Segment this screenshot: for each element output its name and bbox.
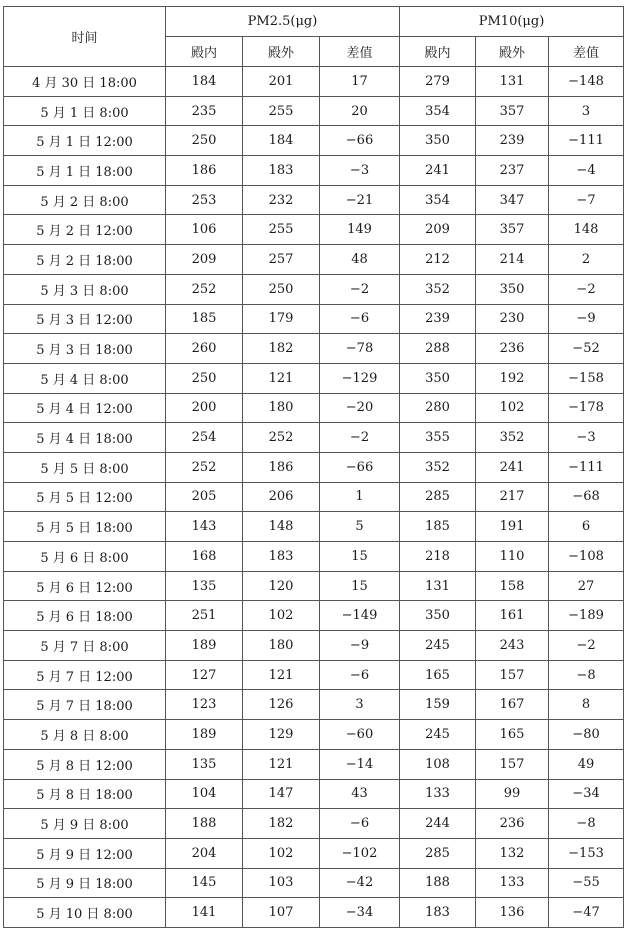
cell-pm10-inside: 352: [400, 274, 476, 304]
table-row: [4, 215, 624, 245]
table-row: [4, 126, 624, 156]
cell-pm10-outside: 241: [476, 452, 549, 482]
cell-pm25-outside: 180: [243, 393, 320, 423]
cell-pm25-inside: 104: [166, 779, 243, 809]
cell-pm25-diff: 43: [320, 779, 400, 809]
cell-pm25-inside: 253: [166, 185, 243, 215]
cell-pm25-inside: 252: [166, 274, 243, 304]
header-pm10-outside: 殿外: [476, 37, 549, 67]
cell-time: 5 月 3 日 12:00: [4, 304, 166, 334]
cell-pm25-diff: 3: [320, 690, 400, 720]
cell-pm10-inside: 239: [400, 304, 476, 334]
table-row: [4, 67, 624, 97]
cell-pm25-inside: 186: [166, 156, 243, 186]
cell-pm10-diff: −8: [549, 809, 624, 839]
cell-pm10-outside: 131: [476, 67, 549, 97]
cell-pm25-inside: 250: [166, 126, 243, 156]
cell-pm10-diff: 27: [549, 571, 624, 601]
cell-pm10-inside: 244: [400, 809, 476, 839]
cell-pm25-outside: 255: [243, 96, 320, 126]
cell-time: 5 月 4 日 12:00: [4, 393, 166, 423]
cell-pm25-diff: −102: [320, 838, 400, 868]
table-row: [4, 690, 624, 720]
cell-time: 5 月 9 日 12:00: [4, 838, 166, 868]
cell-pm25-inside: 260: [166, 334, 243, 364]
cell-pm10-diff: −68: [549, 482, 624, 512]
table-row: [4, 156, 624, 186]
cell-pm10-outside: 357: [476, 96, 549, 126]
cell-pm25-outside: 182: [243, 334, 320, 364]
cell-pm25-diff: −66: [320, 452, 400, 482]
cell-pm25-outside: 121: [243, 749, 320, 779]
cell-pm10-diff: −2: [549, 631, 624, 661]
table-row: [4, 631, 624, 661]
table-row: [4, 809, 624, 839]
cell-pm25-inside: 123: [166, 690, 243, 720]
cell-pm25-diff: −78: [320, 334, 400, 364]
cell-time: 5 月 4 日 8:00: [4, 363, 166, 393]
cell-time: 5 月 7 日 18:00: [4, 690, 166, 720]
cell-pm10-outside: 237: [476, 156, 549, 186]
cell-pm25-outside: 201: [243, 67, 320, 97]
cell-pm10-diff: 49: [549, 749, 624, 779]
cell-pm25-inside: 189: [166, 720, 243, 750]
cell-pm25-diff: 48: [320, 245, 400, 275]
cell-pm10-outside: 192: [476, 363, 549, 393]
cell-pm10-outside: 236: [476, 334, 549, 364]
cell-pm25-inside: 205: [166, 482, 243, 512]
cell-pm25-diff: −60: [320, 720, 400, 750]
cell-pm25-inside: 106: [166, 215, 243, 245]
cell-time: 5 月 9 日 8:00: [4, 809, 166, 839]
header-pm25-diff: 差值: [320, 37, 400, 67]
cell-pm25-inside: 145: [166, 868, 243, 898]
cell-pm25-outside: 250: [243, 274, 320, 304]
cell-pm10-inside: 241: [400, 156, 476, 186]
cell-pm25-inside: 200: [166, 393, 243, 423]
cell-pm25-outside: 182: [243, 809, 320, 839]
cell-pm10-diff: −158: [549, 363, 624, 393]
table-row: [4, 482, 624, 512]
cell-pm10-diff: −7: [549, 185, 624, 215]
cell-pm10-outside: 167: [476, 690, 549, 720]
cell-pm25-inside: 235: [166, 96, 243, 126]
cell-pm10-inside: 159: [400, 690, 476, 720]
cell-pm10-diff: −153: [549, 838, 624, 868]
cell-pm10-inside: 285: [400, 482, 476, 512]
table-row: [4, 868, 624, 898]
cell-pm10-diff: −108: [549, 542, 624, 572]
cell-pm25-diff: −3: [320, 156, 400, 186]
table-row: [4, 571, 624, 601]
cell-pm25-diff: −34: [320, 898, 400, 928]
cell-pm25-outside: 129: [243, 720, 320, 750]
cell-pm25-inside: 168: [166, 542, 243, 572]
cell-pm10-inside: 350: [400, 601, 476, 631]
cell-pm25-outside: 121: [243, 363, 320, 393]
cell-pm10-inside: 280: [400, 393, 476, 423]
cell-pm25-outside: 102: [243, 601, 320, 631]
cell-time: 5 月 2 日 12:00: [4, 215, 166, 245]
cell-pm10-inside: 288: [400, 334, 476, 364]
cell-pm25-outside: 255: [243, 215, 320, 245]
cell-pm25-diff: 5: [320, 512, 400, 542]
cell-pm25-inside: 209: [166, 245, 243, 275]
cell-pm10-outside: 239: [476, 126, 549, 156]
cell-pm25-outside: 179: [243, 304, 320, 334]
cell-pm10-inside: 188: [400, 868, 476, 898]
cell-pm10-outside: 347: [476, 185, 549, 215]
cell-pm10-diff: −52: [549, 334, 624, 364]
cell-pm10-outside: 350: [476, 274, 549, 304]
cell-time: 5 月 7 日 12:00: [4, 660, 166, 690]
cell-pm10-diff: −80: [549, 720, 624, 750]
cell-time: 5 月 2 日 8:00: [4, 185, 166, 215]
cell-pm10-inside: 285: [400, 838, 476, 868]
cell-pm25-outside: 121: [243, 660, 320, 690]
pm-comparison-table: [3, 6, 624, 928]
cell-time: 5 月 8 日 8:00: [4, 720, 166, 750]
cell-time: 5 月 2 日 18:00: [4, 245, 166, 275]
cell-pm25-outside: 180: [243, 631, 320, 661]
table-row: [4, 660, 624, 690]
cell-pm25-diff: 20: [320, 96, 400, 126]
cell-pm25-inside: 135: [166, 749, 243, 779]
cell-pm10-inside: 185: [400, 512, 476, 542]
header-pm10: PM10(μg): [400, 7, 624, 37]
cell-pm10-diff: −3: [549, 423, 624, 453]
table-row: [4, 363, 624, 393]
cell-pm10-diff: −55: [549, 868, 624, 898]
cell-time: 5 月 6 日 8:00: [4, 542, 166, 572]
cell-pm25-diff: −2: [320, 423, 400, 453]
cell-pm25-outside: 184: [243, 126, 320, 156]
cell-pm25-diff: −42: [320, 868, 400, 898]
cell-pm25-diff: 15: [320, 571, 400, 601]
table-row: [4, 334, 624, 364]
cell-pm25-diff: 17: [320, 67, 400, 97]
cell-time: 5 月 10 日 8:00: [4, 898, 166, 928]
cell-pm10-diff: 8: [549, 690, 624, 720]
cell-pm10-outside: 230: [476, 304, 549, 334]
cell-time: 5 月 5 日 18:00: [4, 512, 166, 542]
cell-pm25-outside: 186: [243, 452, 320, 482]
cell-pm10-inside: 352: [400, 452, 476, 482]
cell-time: 5 月 1 日 12:00: [4, 126, 166, 156]
cell-pm10-outside: 243: [476, 631, 549, 661]
cell-pm25-inside: 250: [166, 363, 243, 393]
cell-pm25-diff: 15: [320, 542, 400, 572]
cell-pm10-inside: 212: [400, 245, 476, 275]
cell-time: 5 月 8 日 12:00: [4, 749, 166, 779]
cell-pm10-outside: 102: [476, 393, 549, 423]
cell-time: 5 月 6 日 12:00: [4, 571, 166, 601]
table-row: [4, 749, 624, 779]
table-row: [4, 245, 624, 275]
table-row: [4, 452, 624, 482]
table-row: [4, 720, 624, 750]
cell-pm10-diff: −47: [549, 898, 624, 928]
cell-pm25-inside: 141: [166, 898, 243, 928]
table-row: [4, 601, 624, 631]
cell-pm10-inside: 183: [400, 898, 476, 928]
cell-pm10-diff: 148: [549, 215, 624, 245]
cell-pm10-outside: 357: [476, 215, 549, 245]
cell-pm25-inside: 254: [166, 423, 243, 453]
cell-pm25-diff: −149: [320, 601, 400, 631]
cell-pm25-inside: 184: [166, 67, 243, 97]
cell-pm25-outside: 107: [243, 898, 320, 928]
cell-pm25-inside: 252: [166, 452, 243, 482]
table-row: [4, 393, 624, 423]
cell-pm10-inside: 218: [400, 542, 476, 572]
cell-pm25-diff: −66: [320, 126, 400, 156]
cell-pm10-outside: 165: [476, 720, 549, 750]
table-row: [4, 512, 624, 542]
table-row: [4, 274, 624, 304]
cell-pm10-outside: 132: [476, 838, 549, 868]
cell-pm10-outside: 136: [476, 898, 549, 928]
cell-pm25-outside: 257: [243, 245, 320, 275]
cell-pm10-diff: −4: [549, 156, 624, 186]
cell-time: 5 月 5 日 8:00: [4, 452, 166, 482]
cell-pm10-outside: 157: [476, 749, 549, 779]
header-pm25-inside: 殿内: [166, 37, 243, 67]
cell-pm10-inside: 354: [400, 185, 476, 215]
cell-pm10-outside: 214: [476, 245, 549, 275]
table-row: [4, 779, 624, 809]
header-pm25: PM2.5(μg): [166, 7, 400, 37]
cell-pm25-outside: 148: [243, 512, 320, 542]
cell-pm25-inside: 127: [166, 660, 243, 690]
cell-pm25-diff: −6: [320, 304, 400, 334]
table-row: [4, 898, 624, 928]
cell-pm25-inside: 185: [166, 304, 243, 334]
header-row-top: [4, 7, 624, 37]
cell-pm10-diff: 2: [549, 245, 624, 275]
cell-pm25-outside: 206: [243, 482, 320, 512]
cell-pm10-diff: −178: [549, 393, 624, 423]
cell-pm25-outside: 102: [243, 838, 320, 868]
cell-pm25-diff: −6: [320, 809, 400, 839]
table-row: [4, 423, 624, 453]
cell-pm25-diff: −14: [320, 749, 400, 779]
cell-time: 5 月 7 日 8:00: [4, 631, 166, 661]
cell-time: 5 月 4 日 18:00: [4, 423, 166, 453]
cell-pm10-inside: 133: [400, 779, 476, 809]
cell-pm10-inside: 354: [400, 96, 476, 126]
cell-pm25-diff: −6: [320, 660, 400, 690]
cell-pm10-outside: 99: [476, 779, 549, 809]
table-body: [4, 67, 624, 928]
cell-time: 5 月 3 日 18:00: [4, 334, 166, 364]
cell-pm25-outside: 183: [243, 542, 320, 572]
cell-pm10-diff: 6: [549, 512, 624, 542]
cell-pm25-inside: 189: [166, 631, 243, 661]
cell-pm10-outside: 157: [476, 660, 549, 690]
cell-pm25-inside: 143: [166, 512, 243, 542]
cell-pm10-outside: 110: [476, 542, 549, 572]
cell-pm10-outside: 217: [476, 482, 549, 512]
cell-time: 4 月 30 日 18:00: [4, 67, 166, 97]
table-row: [4, 185, 624, 215]
cell-pm25-diff: −2: [320, 274, 400, 304]
cell-pm10-diff: −2: [549, 274, 624, 304]
cell-pm25-outside: 126: [243, 690, 320, 720]
cell-pm10-inside: 165: [400, 660, 476, 690]
cell-pm10-inside: 131: [400, 571, 476, 601]
cell-pm25-diff: 1: [320, 482, 400, 512]
cell-pm25-diff: −129: [320, 363, 400, 393]
cell-pm10-outside: 158: [476, 571, 549, 601]
cell-pm25-outside: 147: [243, 779, 320, 809]
header-pm10-inside: 殿内: [400, 37, 476, 67]
cell-pm10-outside: 191: [476, 512, 549, 542]
cell-pm10-outside: 352: [476, 423, 549, 453]
cell-pm10-inside: 108: [400, 749, 476, 779]
table-row: [4, 304, 624, 334]
cell-pm10-diff: −34: [549, 779, 624, 809]
cell-pm25-diff: −21: [320, 185, 400, 215]
cell-pm10-inside: 350: [400, 363, 476, 393]
cell-pm10-outside: 133: [476, 868, 549, 898]
cell-pm25-inside: 135: [166, 571, 243, 601]
cell-pm25-inside: 204: [166, 838, 243, 868]
cell-pm10-diff: −9: [549, 304, 624, 334]
cell-pm10-inside: 245: [400, 720, 476, 750]
cell-time: 5 月 3 日 8:00: [4, 274, 166, 304]
cell-pm25-outside: 183: [243, 156, 320, 186]
cell-pm25-outside: 120: [243, 571, 320, 601]
header-pm25-outside: 殿外: [243, 37, 320, 67]
cell-pm25-diff: 149: [320, 215, 400, 245]
cell-pm10-inside: 350: [400, 126, 476, 156]
cell-pm10-inside: 209: [400, 215, 476, 245]
cell-time: 5 月 1 日 18:00: [4, 156, 166, 186]
cell-pm25-outside: 103: [243, 868, 320, 898]
cell-pm10-inside: 245: [400, 631, 476, 661]
table-row: [4, 838, 624, 868]
cell-pm10-inside: 279: [400, 67, 476, 97]
cell-pm10-diff: −8: [549, 660, 624, 690]
table-row: [4, 542, 624, 572]
cell-time: 5 月 8 日 18:00: [4, 779, 166, 809]
cell-pm10-diff: −189: [549, 601, 624, 631]
cell-time: 5 月 5 日 12:00: [4, 482, 166, 512]
header-time: 时间: [4, 7, 166, 67]
cell-pm10-outside: 236: [476, 809, 549, 839]
cell-pm25-outside: 252: [243, 423, 320, 453]
cell-pm10-diff: −111: [549, 452, 624, 482]
table-row: [4, 96, 624, 126]
cell-time: 5 月 9 日 18:00: [4, 868, 166, 898]
cell-pm25-outside: 232: [243, 185, 320, 215]
cell-pm25-inside: 188: [166, 809, 243, 839]
cell-pm10-diff: −111: [549, 126, 624, 156]
header-pm10-diff: 差值: [549, 37, 624, 67]
cell-pm25-inside: 251: [166, 601, 243, 631]
cell-pm10-diff: 3: [549, 96, 624, 126]
cell-time: 5 月 6 日 18:00: [4, 601, 166, 631]
cell-pm10-inside: 355: [400, 423, 476, 453]
cell-pm25-diff: −9: [320, 631, 400, 661]
cell-time: 5 月 1 日 8:00: [4, 96, 166, 126]
cell-pm10-diff: −148: [549, 67, 624, 97]
cell-pm10-outside: 161: [476, 601, 549, 631]
cell-pm25-diff: −20: [320, 393, 400, 423]
